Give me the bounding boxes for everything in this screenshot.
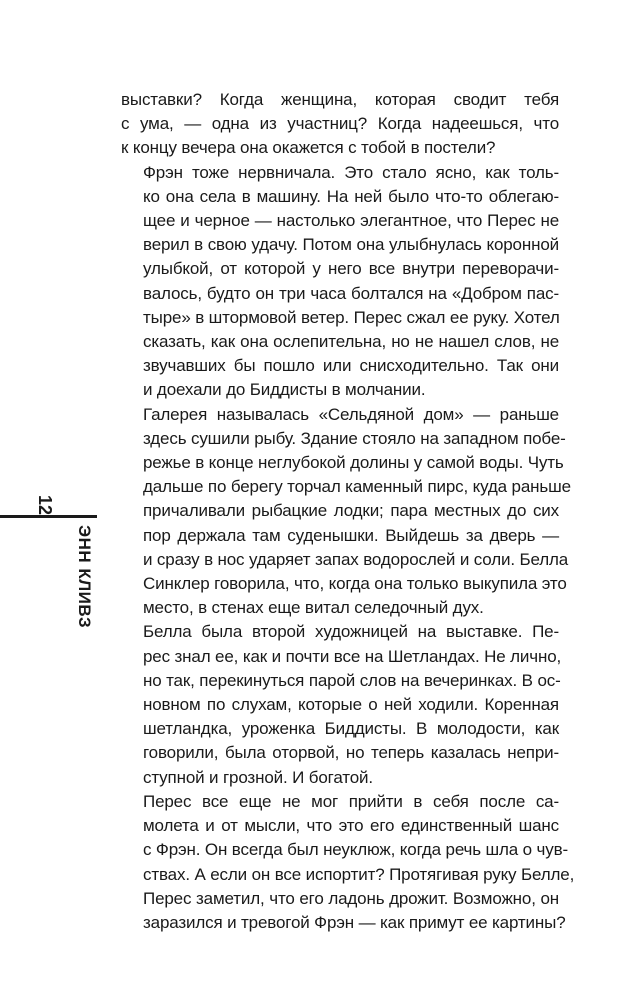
text-line: валось, будто он три часа болтался на «Добром пас- — [143, 283, 559, 303]
text-line: рес знал ее, как и почти все на Шетландах. Не лично, — [143, 646, 562, 666]
text-line: щее и черное — настолько элегантное, что Перес не — [143, 211, 559, 231]
paragraph — [121, 620, 562, 789]
text-line: молета и от мысли, что это его единственный шанс — [143, 816, 559, 836]
paragraph — [121, 403, 571, 621]
paragraph — [121, 161, 559, 403]
text-line: выставки? Когда женщина, которая сводит тебя — [121, 90, 559, 109]
text-line: тыре» в штормовой ветер. Перес сжал ее руку. Хотел — [143, 307, 560, 327]
text-line: Белла была второй художницей на выставке. Пе- — [143, 622, 559, 642]
text-line: режье в конце неглубокой долины у самой воды. Чуть — [143, 453, 564, 473]
text-line: причаливали рыбацкие лодки; пара местных до сих — [143, 501, 559, 521]
text-line: звучавших бы пошло или снисходительно. Так они — [143, 356, 559, 376]
text-line: Перес все еще не мог прийти в себя после са- — [143, 791, 559, 811]
running-head-author: ЭНН КЛИВЗ — [75, 525, 94, 629]
paragraph — [121, 790, 575, 935]
text-line: сказать, как она ослепительна, но не нашел слов, не — [143, 332, 559, 352]
text-line: заразился и тревогой Фрэн — как примут ее картины? — [143, 912, 566, 932]
text-line: ступной и грозной. И богатой. — [143, 767, 373, 787]
text-line: здесь сушили рыбу. Здание стояло на западном побе- — [143, 428, 566, 448]
body-text — [121, 88, 575, 935]
text-line: улыбкой, от которой у него все внутри переворачи- — [143, 259, 559, 279]
text-line: новном по слухам, которые о ней ходили. Коренная — [143, 695, 559, 715]
paragraph — [121, 88, 559, 161]
text-line: шетландка, уроженка Биддисты. В молодости, как — [143, 719, 559, 739]
text-line: с ума, — одна из участниц? Когда надеешься, что — [121, 114, 559, 134]
text-line: но так, перекинуться парой слов на вечеринках. В ос- — [143, 670, 561, 690]
text-line: пор держала там суденышки. Выйдешь за дверь — — [143, 525, 559, 545]
text-line: ко она села в машину. На ней было что-то облегаю- — [143, 186, 559, 206]
text-line: дальше по берегу торчал каменный пирс, куда раньше — [143, 477, 571, 497]
text-line: и доехали до Биддисты в молчании. — [143, 380, 426, 400]
text-line: Синклер говорила, что, когда она только выкупила это — [143, 574, 567, 594]
text-line: с Фрэн. Он всегда был неуклюж, когда речь шла о чув- — [143, 840, 569, 860]
text-line: Фрэн тоже нервничала. Это стало ясно, как толь- — [143, 162, 559, 182]
text-line: место, в стенах еще витал селедочный дух. — [143, 598, 484, 618]
page-number: 12 — [35, 495, 55, 516]
text-line: ствах. А если он все испортит? Протягивая руку Белле, — [143, 864, 575, 884]
side-rule — [0, 515, 97, 518]
text-line: Галерея называлась «Сельдяной дом» — раньше — [143, 404, 559, 424]
text-line: говорили, была оторвой, но теперь казалась непри- — [143, 743, 559, 763]
text-line: и сразу в нос ударяет запах водорослей и соли. Белла — [143, 549, 569, 569]
text-line: верил в свою удачу. Потом она улыбнулась коронной — [143, 235, 559, 255]
text-line: Перес заметил, что его ладонь дрожит. Возможно, он — [143, 888, 559, 908]
text-line: к концу вечера она окажется с тобой в постели? — [121, 138, 496, 158]
